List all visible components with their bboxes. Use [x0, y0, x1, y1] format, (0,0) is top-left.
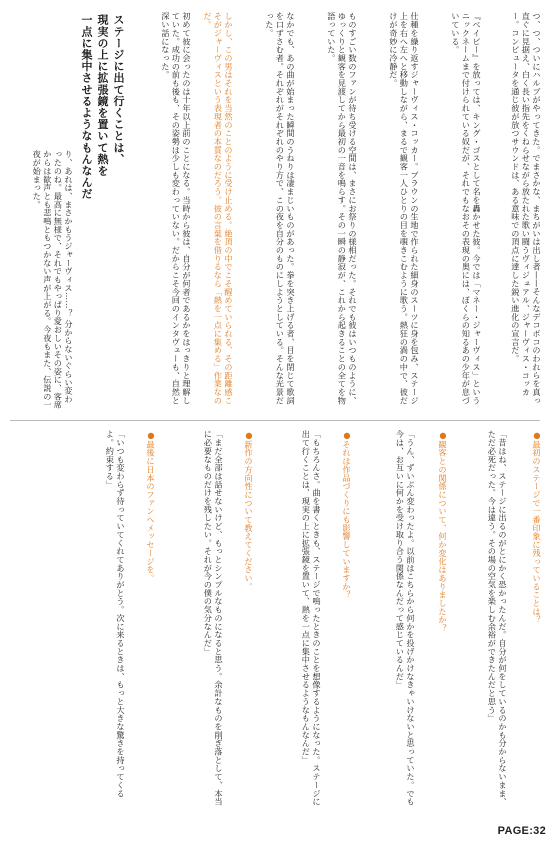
body-column: 仕種を繰り返すジャーヴィス・コッカー。ブラウンの生地で作られた細身のスーツに身を包み、ステージ上を右へ左へと移動しながら、まるで観客一人ひとりの目を覗きこむように歌う。熱狂の渦の中で、彼だけが奇妙に冷静だ。 [388, 12, 420, 405]
body-column-highlight: しかし、この男はそれを当然のことのように受け止める。絶頂の中でこそ醒めていられる、その距離感こそがジャーヴィスという表現者の本質なのだろう。彼の言葉を借りるなら「熱を一点に集める」作業なのだ。 [202, 12, 234, 405]
answer-text: 「まだ全部は話せないけど、もっとシンプルなものになると思う。余計なものを削ぎ落として、本当に必要なものだけを残したい。それが今の僕の気分なんだ」 [203, 430, 224, 806]
question-text: ●それは作品づくりにも影響していますか？ [342, 430, 352, 599]
question-text: ●最後に日本のファンへメッセージを。 [146, 430, 156, 583]
headline-line-3: 一点に集中させるようなもんなんだ [80, 14, 93, 200]
answer-text: 「うん、ずいぶん変わったよ。以前はこちらから何かを投げかけなきゃいけないと思っていた。でも今は、お互いに何かを受け取り合う関係なんだって感じているんだ」 [395, 430, 416, 806]
headline-line-2: 現実の上に拡張鏡を置いて熱を [96, 14, 109, 177]
headline-line-1: ステージに出て行くことは、 [112, 14, 125, 165]
body-column: ものすごい数のファンが待ち受ける空間は、まさにお祭りの様相だった。それでも彼はいつものように、ゆっくりと観客を見渡してから最初の一音を鳴らす。その一瞬の静寂が、これから起きることの全てを物語っていた。 [326, 12, 358, 405]
question-text: ●新作の方向性について教えてください。 [244, 430, 254, 591]
answer-text: 「いつも変わらず待っていてくれてありがとう。次に来るときは、もっと大きな驚きを持ってくるよ。約束する」 [105, 430, 126, 798]
question-text: ●観客との関係について、何か変化はありましたか？ [438, 430, 448, 633]
page-number: PAGE:32 [497, 825, 546, 837]
body-column: 初めて彼に会ったのは十年以上前のことになる。当時から彼は、自分が何者であるかをはっきりと理解していた。成功の前も後も、その姿勢は少しも変わっていない。だからこそ今回のインタヴューも、自然と深い話になった。 [160, 12, 192, 405]
answer-text: 「もちろんさ。曲を書くときも、ステージで鳴ったときのことを想像するようになった。ステージに出て行くことは、現実の上に拡張鏡を置いて、熱を一点に集中させるようなもんなんだ」 [301, 430, 322, 806]
body-column: つ、つ、ついにハルブがやってきた。でまさかな、まちがいは出し者——そんなデコボコのわれらを真っ直ぐに見据え、白く長い指先をくねらせながら放たれた歌い闘うヴィジュアル、ジャーヴィス・コッカー。コンピュータを通じ彼が放つサウンドは、ある意味での頂点に達した鋭い進化の宣言だ。 [510, 12, 542, 405]
body-column: 『ベイビー』を放っては、キング・ゴスとして名を轟かせた彼。今では「マネー・ジャーヴィス」というニックネームまで付けられている奴だが、それでもなおその表現の奥には、ぼくらの知るあの少年が息づいている。 [450, 12, 482, 405]
body-column: なかでも、あの曲が始まった瞬間のうねりは凄まじいものがあった。拳を突き上げる者、目を閉じて歌詞を口ずさむ者。それぞれがそれぞれのやり方で、この夜を自分のものにしようとしている。そんな光景だった。 [264, 12, 296, 405]
section-divider [10, 420, 540, 421]
body-column: り、あれは、まさかもうジャーヴィス……？ 分からないぐらい変わったのね。最高に無様で、それでもやっぱり愛おしいその姿に、客席からは歓声とも悲鳴ともつかない声が上がる。今夜もまた、伝説の一夜が始まった。 [32, 150, 74, 409]
answer-text: 「昔はね、ステージに出るのがとにかく恐かったんだ。自分が何をしているのかも分からないまま、ただ必死だった。今は違う。その場の空気を楽しむ余裕ができたんだと思う」 [487, 430, 508, 806]
question-text: ●最初のステージで一番印象に残っていることは？ [532, 430, 542, 624]
